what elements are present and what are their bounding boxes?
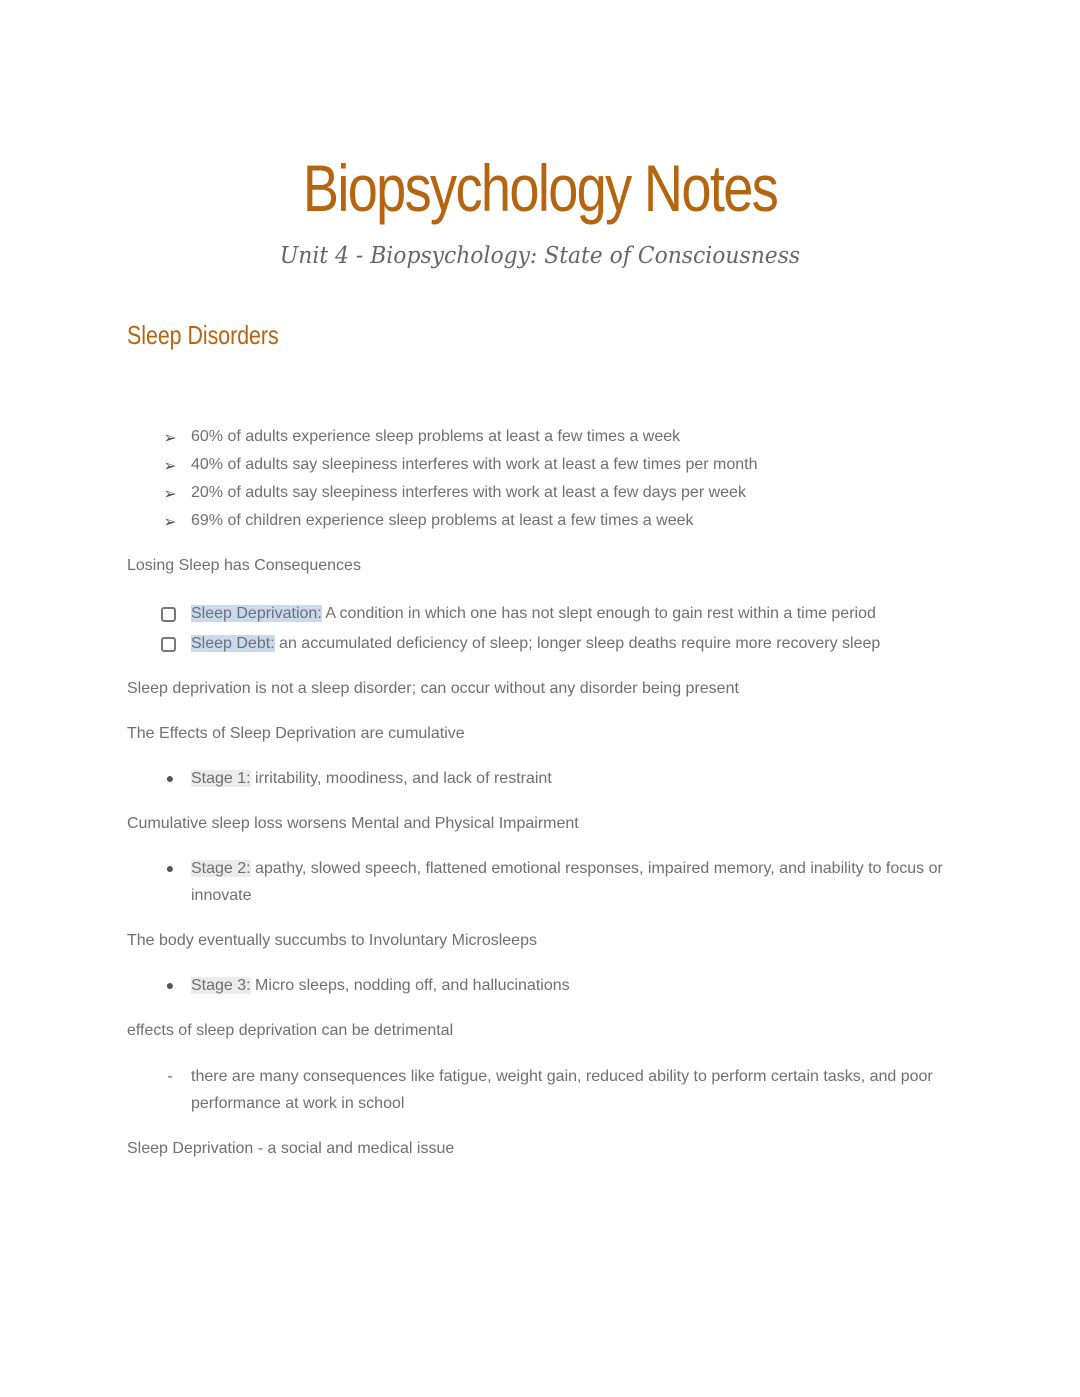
list-item-text: 40% of adults say sleepiness interferes with work at least a few times per month xyxy=(191,456,758,473)
paragraph: effects of sleep deprivation can be detrimental xyxy=(127,1022,454,1039)
stage-term: Stage 2: xyxy=(191,860,251,877)
list-item-text: 69% of children experience sleep problems at least a few times a week xyxy=(191,512,694,529)
bullet-icon: ● xyxy=(165,860,175,876)
definition-text: A condition in which one has not slept enough to gain rest within a time period xyxy=(321,605,876,622)
arrow-bullet-icon: ➢ xyxy=(163,486,177,503)
stage-text: apathy, slowed speech, flattened emotional responses, impaired memory, and inability to focus or innovate xyxy=(191,860,943,904)
document-title: Biopsychology Notes xyxy=(302,151,778,225)
bullet-icon: ● xyxy=(165,770,175,786)
stage-term: Stage 1: xyxy=(191,770,251,787)
list-item-text: 60% of adults experience sleep problems at least a few times a week xyxy=(191,428,681,445)
arrow-bullet-icon: ➢ xyxy=(163,430,177,447)
paragraph: Losing Sleep has Consequences xyxy=(127,557,361,574)
arrow-bullet-icon: ➢ xyxy=(163,514,177,531)
document-subtitle: Unit 4 - Biopsychology: State of Consciousness xyxy=(279,243,801,269)
checkbox[interactable] xyxy=(161,637,176,652)
paragraph: Cumulative sleep loss worsens Mental and Physical Impairment xyxy=(127,815,579,832)
paragraph: The body eventually succumbs to Involuntary Microsleeps xyxy=(127,932,537,949)
definition-text: an accumulated deficiency of sleep; longer sleep deaths require more recovery sleep xyxy=(274,635,881,652)
stage-text: Micro sleeps, nodding off, and hallucinations xyxy=(250,977,570,994)
list-item-text: there are many consequences like fatigue, weight gain, reduced ability to perform certain tasks, and poor performance at work in school xyxy=(191,1068,933,1112)
section-heading: Sleep Disorders xyxy=(127,320,279,350)
highlighted-term: Sleep Debt: xyxy=(191,635,275,652)
paragraph: Sleep Deprivation - a social and medical issue xyxy=(127,1140,455,1157)
paragraph: The Effects of Sleep Deprivation are cumulative xyxy=(127,725,465,742)
checkbox[interactable] xyxy=(161,607,176,622)
stage-term: Stage 3: xyxy=(191,977,251,994)
arrow-bullet-icon: ➢ xyxy=(163,458,177,475)
list-item-text: 20% of adults say sleepiness interferes with work at least a few days per week xyxy=(191,484,746,501)
paragraph: Sleep deprivation is not a sleep disorder; can occur without any disorder being present xyxy=(127,680,739,697)
bullet-icon: ● xyxy=(165,977,175,993)
stage-text: irritability, moodiness, and lack of restraint xyxy=(250,770,552,787)
dash-icon: - xyxy=(167,1068,173,1085)
highlighted-term: Sleep Deprivation: xyxy=(191,605,322,622)
